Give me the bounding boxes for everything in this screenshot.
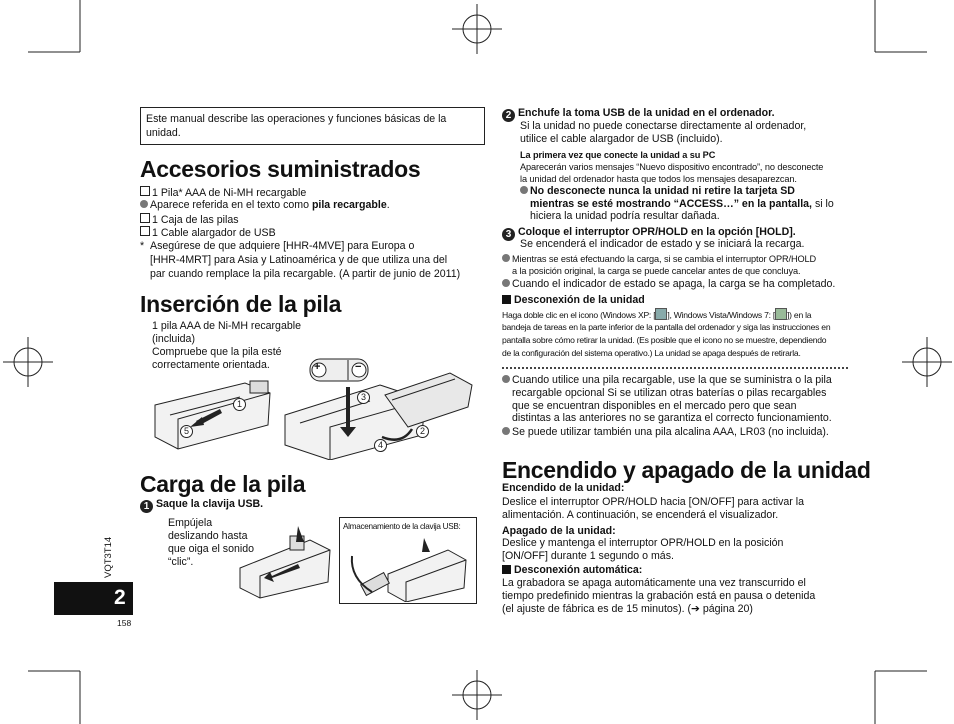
note-mark: * <box>140 240 145 252</box>
accesorio-item-1: 1 Pila* AAA de Ni-MH recargable <box>140 186 306 200</box>
warning-line-1: No desconecte nunca la unidad ni retire la tarjeta SD <box>520 185 795 198</box>
carga-title: Carga de la pila <box>140 471 306 497</box>
auto-off-line-3: (el ajuste de fábrica es de 15 minutos). (➔ página 20) <box>502 603 753 615</box>
usb-storage-box <box>339 517 477 604</box>
windows-xp-remove-icon <box>655 308 667 320</box>
disconnect-line-4: de la configuración del sistema operativo.) La unidad se apaga después de retirarla. <box>502 348 801 358</box>
note-line-3: par cuando remplace la pila recargable. (A partir de junio de 2011) <box>150 268 461 280</box>
off-line-2: [ON/OFF] durante 1 segundo o más. <box>502 550 674 562</box>
square-bullet-icon <box>502 565 511 574</box>
side-model-code: VQT3T14 <box>103 536 114 578</box>
insercion-caption-3: Compruebe que la pila esté <box>152 346 282 358</box>
page-tab <box>54 582 133 615</box>
bullet-icon <box>502 254 510 262</box>
bullet-icon <box>520 186 528 194</box>
encendido-title: Encendido y apagado de la unidad <box>502 457 871 483</box>
checkbox-icon <box>140 213 150 223</box>
auto-off-line-1: La grabadora se apaga automáticamente una vez transcurrido el <box>502 577 806 589</box>
usb-slide-illustration <box>238 520 333 600</box>
battery-note-line-1: Cuando utilice una pila recargable, use la que se suministra o la pila <box>502 374 832 387</box>
warning-line-2: mientras se esté mostrando “ACCESS…” en la pantalla, si lo <box>530 198 834 210</box>
usb-storage-label: Almacenamiento de la clavija USB: <box>343 522 461 531</box>
step-3-line: Se encenderá el indicador de estado y se iniciará la recarga. <box>520 238 805 250</box>
auto-off-line-2: tiempo predefinido mientras la grabación está en pausa o detenida <box>502 590 816 602</box>
step-circle-2: 2 <box>416 425 429 438</box>
step-3-bullet-2: Cuando el indicador de estado se apaga, la carga se ha completado. <box>502 278 835 291</box>
carga-step-1: 1 Saque la clavija USB. <box>140 498 263 513</box>
battery-note-line-4: distintas a las anteriores no se garantiza el correcto funcionamiento. <box>512 412 832 424</box>
accesorio-bullet: Aparece referida en el texto como pila recargable. <box>140 199 390 212</box>
battery-note-line-3: que se encuentran disponibles en el mercado pero que sean <box>512 400 797 412</box>
insercion-caption-2: (incluida) <box>152 333 195 345</box>
on-line-1: Deslice el interruptor OPR/HOLD hacia [ON/OFF] para activar la <box>502 496 805 508</box>
step-2-line-2: utilice el cable alargador de USB (incluido). <box>520 133 723 145</box>
bullet-icon <box>502 279 510 287</box>
step-3-bullet-1b: a la posición original, la carga se puede cancelar antes de que concluya. <box>512 266 801 276</box>
accesorio-item-2: 1 Caja de las pilas <box>140 213 239 227</box>
bullet-icon <box>502 427 510 435</box>
off-title: Apagado de la unidad: <box>502 525 616 537</box>
step-number-3: 3 <box>502 228 515 241</box>
first-connect-line-1: Aparecerán varios mensajes “Nuevo dispositivo encontrado”, no desconecte <box>520 162 824 172</box>
windows-7-remove-icon <box>775 308 787 320</box>
step-3-bullet-1a: Mientras se está efectuando la carga, si se cambia el interruptor OPR/HOLD <box>502 253 816 265</box>
auto-off-title: Desconexión automática: <box>502 564 642 577</box>
step-number-2: 2 <box>502 109 515 122</box>
step-circle-4: 4 <box>374 439 387 452</box>
step-2-title: 2 Enchufe la toma USB de la unidad en el ordenador. <box>502 107 775 122</box>
step-circle-5: 5 <box>180 425 193 438</box>
battery-plus-label: + <box>314 361 321 373</box>
carga-caption-3: que oiga el sonido <box>168 543 254 555</box>
page-number-small: 158 <box>117 618 132 628</box>
step-3-title: 3 Coloque el interruptor OPR/HOLD en la opción [HOLD]. <box>502 226 796 241</box>
note-line-1: Asegúrese de que adquiere [HHR-4MVE] para Europa o <box>150 240 415 252</box>
dotted-divider <box>502 367 848 369</box>
step-number-1: 1 <box>140 500 153 513</box>
first-connect-line-2: la unidad del ordenador hasta que todos los mensajes desaparezcan. <box>520 174 797 184</box>
step-circle-3: 3 <box>357 391 370 404</box>
bullet-icon <box>502 375 510 383</box>
disconnect-title: Desconexión de la unidad <box>502 294 645 307</box>
bullet-icon <box>140 200 148 208</box>
checkbox-icon <box>140 226 150 236</box>
carga-caption-4: “clic”. <box>168 556 194 568</box>
checkbox-icon <box>140 186 150 196</box>
insercion-caption-4: correctamente orientada. <box>152 359 270 371</box>
insercion-title: Inserción de la pila <box>140 291 342 317</box>
arrow-right-icon: ➔ <box>691 603 700 615</box>
battery-note-line-2: recargable opcional Si se utilizan otras baterías o pilas recargables <box>512 387 827 399</box>
intro-line-1: Este manual describe las operaciones y funciones básicas de la <box>146 113 447 125</box>
step-circle-1: 1 <box>233 398 246 411</box>
carga-caption-1: Empújela <box>168 517 213 529</box>
note-line-2: [HHR-4MRT] para Asia y Latinoamérica y de que utiliza una del <box>150 254 448 266</box>
off-line-1: Deslice y mantenga el interruptor OPR/HOLD en la posición <box>502 537 784 549</box>
warning-line-3: hiciera la unidad podría resultar dañada. <box>530 210 720 222</box>
accesorios-title: Accesorios suministrados <box>140 156 421 182</box>
usb-storage-illustration <box>348 534 470 602</box>
accesorio-item-3: 1 Cable alargador de USB <box>140 226 276 240</box>
page-tab-number: 2 <box>114 586 126 609</box>
intro-box <box>140 107 485 145</box>
square-bullet-icon <box>502 295 511 304</box>
battery-minus-label: − <box>355 361 362 373</box>
intro-line-2: unidad. <box>146 127 181 139</box>
step-2-line-1: Si la unidad no puede conectarse directamente al ordenador, <box>520 120 807 132</box>
insercion-caption-1: 1 pila AAA de Ni-MH recargable <box>152 320 301 332</box>
disconnect-line-3: pantalla sobre cómo retirar la unidad. (Es posible que el icono no se muestre, dependiendo <box>502 335 827 345</box>
carga-caption-2: deslizando hasta <box>168 530 248 542</box>
on-line-2: alimentación. A continuación, se encenderá el visualizador. <box>502 509 779 521</box>
disconnect-line-2: bandeja de tareas en la parte inferior de la pantalla del ordenador y siga las instrucciones en <box>502 322 831 332</box>
disconnect-line-1: Haga doble clic en el icono (Windows XP: [ ], Windows Vista/Windows 7: [ ]) en la <box>502 310 812 320</box>
alkaline-note: Se puede utilizar también una pila alcalina AAA, LR03 (no incluida). <box>502 426 829 439</box>
first-connect-title: La primera vez que conecte la unidad a su PC <box>520 150 716 160</box>
on-title: Encendido de la unidad: <box>502 482 625 494</box>
